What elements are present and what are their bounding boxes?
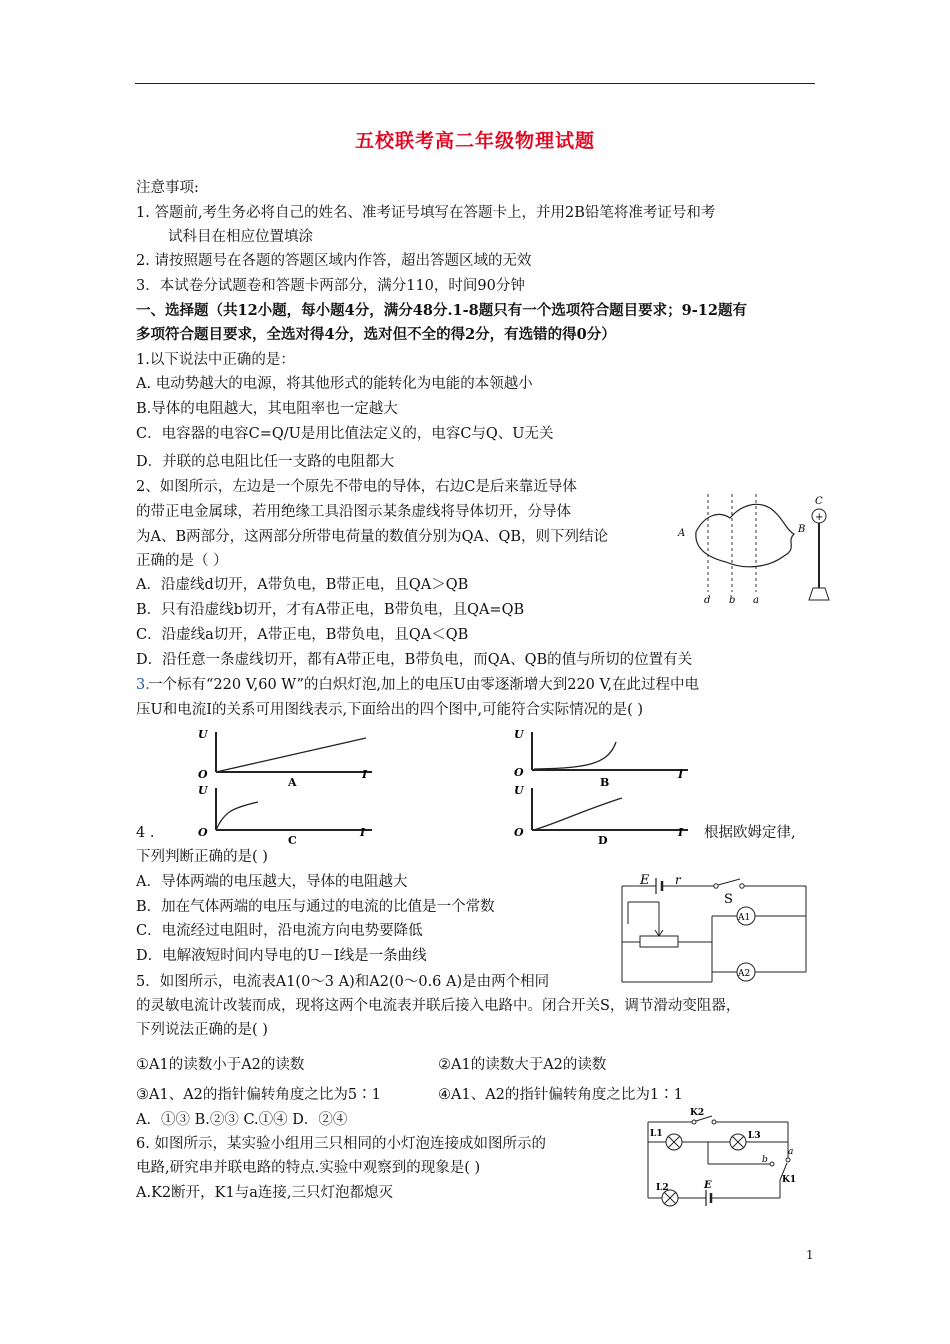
q1-option-c: C．电容器的电容C=Q/U是用比值法定义的，电容C与Q、U无关: [136, 426, 554, 442]
svg-text:U: U: [514, 784, 524, 797]
curve-b: [534, 742, 616, 769]
q3-stem-line-1: 一个标有“220 V,60 W”的白炽灯泡,加上的电压U由零逐渐增大到220 V,在此过程中电: [148, 677, 700, 693]
svg-text:a: a: [788, 1147, 794, 1157]
lamp-l1: [666, 1134, 682, 1150]
q5-statement-4: ④A1、A2的指针偏转角度之比为1∶1: [438, 1087, 683, 1103]
q1-option-d: D．并联的总电阻比任一支路的电阻都大: [136, 454, 395, 470]
q5-statement-1: ①A1的读数小于A2的读数: [136, 1057, 305, 1073]
svg-text:K2: K2: [690, 1108, 705, 1118]
rheostat: [640, 936, 678, 947]
label-a: a: [753, 595, 759, 606]
q1-option-b: B.导体的电阻越大，其电阻率也一定越大: [136, 401, 398, 417]
q2-conductor-figure: [674, 490, 844, 608]
label-A: A: [678, 528, 686, 539]
svg-text:U: U: [198, 784, 208, 797]
svg-text:I: I: [360, 826, 366, 839]
q5-statement-2: ②A1的读数大于A2的读数: [438, 1057, 607, 1073]
svg-text:A1: A1: [738, 913, 751, 923]
q5-stem-line-1: 5．如图所示，电流表A1(0～3 A)和A2(0～0.6 A)是由两个相同: [136, 974, 550, 990]
svg-text:U: U: [198, 728, 208, 741]
svg-text:O: O: [198, 826, 208, 839]
svg-text:O: O: [198, 768, 208, 781]
q5-statement-3: ③A1、A2的指针偏转角度之比为5∶1: [136, 1087, 381, 1103]
curve-c: [216, 802, 258, 830]
q2-option-d: D．沿任意一条虚线切开，都有A带正电，B带负电，而QA、QB的值与所切的位置有关: [136, 652, 693, 668]
q2-stem-line-1: 2、如图所示，左边是一个原先不带电的导体，右边C是后来靠近导体: [136, 479, 577, 495]
label-C: C: [815, 496, 823, 507]
q5-circuit-figure: [606, 866, 811, 986]
svg-text:D: D: [598, 834, 608, 847]
q4-option-d: D．电解液短时间内导电的U－I线是一条曲线: [136, 948, 427, 964]
sphere-plus-sign: +: [815, 512, 824, 523]
q1-option-a: A. 电动势越大的电源，将其他形式的能转化为电能的本领越小: [136, 376, 533, 392]
q3-graph-a: [196, 728, 376, 788]
svg-text:O: O: [514, 766, 524, 779]
svg-text:U: U: [514, 728, 524, 741]
svg-text:K1: K1: [782, 1175, 797, 1185]
note-2: 2. 请按照题号在各题的答题区域内作答，超出答题区域的无效: [136, 253, 532, 269]
svg-text:b: b: [762, 1155, 768, 1165]
q4-number: 4 .: [136, 825, 155, 841]
page-title: 五校联考高二年级物理试题: [354, 130, 595, 152]
q3-graph-d: [512, 784, 692, 846]
q3-graph-c: [196, 784, 376, 846]
svg-text:O: O: [514, 826, 524, 839]
q5-choices: A．①③ B.②③ C.①④ D．②④: [136, 1112, 348, 1128]
svg-text:C: C: [288, 834, 297, 847]
svg-text:L3: L3: [748, 1131, 761, 1141]
q6-option-a: A.K2断开，K1与a连接,三只灯泡都熄灭: [136, 1185, 393, 1201]
switch-pivot: [714, 884, 718, 888]
svg-text:E: E: [640, 873, 650, 888]
switch-blade: [718, 879, 740, 885]
svg-text:A2: A2: [738, 969, 751, 979]
q5-stem-line-3: 下列说法正确的是( ): [136, 1022, 268, 1038]
svg-text:r: r: [675, 873, 681, 887]
lamp-l3: [730, 1134, 746, 1150]
label-b: b: [729, 595, 736, 606]
note-1-line-1: 1. 答题前,考生务必将自己的姓名、准考证号填写在答题卡上，并用2B铅笔将准考证号和考: [136, 205, 716, 221]
svg-text:I: I: [678, 768, 684, 781]
q4-option-b: B．加在气体两端的电压与通过的电流的比值是一个常数: [136, 899, 495, 915]
q2-stem-line-2: 的带正电金属球，若用绝缘工具沿图示某条虚线将导体切开，分导体: [136, 504, 571, 520]
q6-stem-line-1: 6. 如图所示，某实验小组用三只相同的小灯泡连接成如图所示的: [136, 1136, 546, 1152]
q4-stem-tail: 根据欧姆定律,: [704, 825, 796, 841]
stand-base: [809, 588, 829, 600]
q4-option-a: A．导体两端的电压越大，导体的电阻越大: [136, 874, 408, 890]
q2-option-c: C．沿虚线a切开，A带正电，B带负电，且QA＜QB: [136, 627, 469, 643]
conductor-outline: [696, 504, 794, 566]
q1-stem: 1.以下说法中正确的是：: [136, 352, 295, 368]
page-number: 1: [806, 1248, 814, 1262]
svg-text:L2: L2: [656, 1183, 669, 1193]
svg-text:S: S: [724, 892, 733, 907]
q2-option-b: B．只有沿虚线b切开，才有A带正电，B带负电，且QA=QB: [136, 602, 525, 618]
q3-number: 3.: [136, 677, 150, 693]
q4-option-c: C．电流经过电阻时，沿电流方向电势要降低: [136, 923, 423, 939]
note-3: 3．本试卷分试题卷和答题卡两部分，满分110，时间90分钟: [136, 278, 525, 294]
svg-text:E: E: [704, 1180, 712, 1191]
q5-stem-line-2: 的灵敏电流计改装而成，现将这两个电流表并联后接入电路中。闭合开关S，调节滑动变阻器，: [136, 998, 741, 1014]
q3-stem-line-2: 压U和电流I的关系可用图线表示,下面给出的四个图中,可能符合实际情况的是( ): [136, 702, 644, 718]
svg-text:B: B: [600, 776, 610, 789]
note-1-line-2: 试科目在相应位置填涂: [168, 229, 313, 245]
svg-text:I: I: [362, 768, 368, 781]
section-heading-line-2: 多项符合题目要求，全选对得4分，选对但不全的得2分，有选错的得0分）: [136, 326, 616, 343]
section-heading-line-1: 一、选择题（共12小题，每小题4分，满分48分.1-8题只有一个选项符合题目要求；9-12题有: [136, 302, 747, 319]
q2-stem-line-3: 为A、B两部分，这两部分所带电荷量的数值分别为QA、QB，则下列结论: [136, 529, 609, 545]
label-d: d: [704, 595, 711, 606]
svg-text:A: A: [288, 776, 297, 789]
q2-stem-line-4: 正确的是（ ）: [136, 553, 228, 569]
notes-heading: 注意事项:: [136, 180, 199, 196]
svg-text:L1: L1: [650, 1129, 663, 1139]
header-rule: [135, 83, 815, 84]
label-B: B: [798, 524, 806, 535]
svg-text:I: I: [678, 826, 684, 839]
curve-a: [216, 738, 366, 772]
q6-circuit-figure: [642, 1108, 802, 1204]
curve-d: [534, 798, 622, 830]
q3-graph-b: [512, 728, 692, 788]
q2-option-a: A．沿虚线d切开，A带负电，B带正电，且QA＞QB: [136, 577, 469, 593]
q6-stem-line-2: 电路,研究串并联电路的特点.实验中观察到的现象是( ): [136, 1160, 481, 1176]
q4-stem-line-2: 下列判断正确的是( ): [136, 849, 268, 865]
